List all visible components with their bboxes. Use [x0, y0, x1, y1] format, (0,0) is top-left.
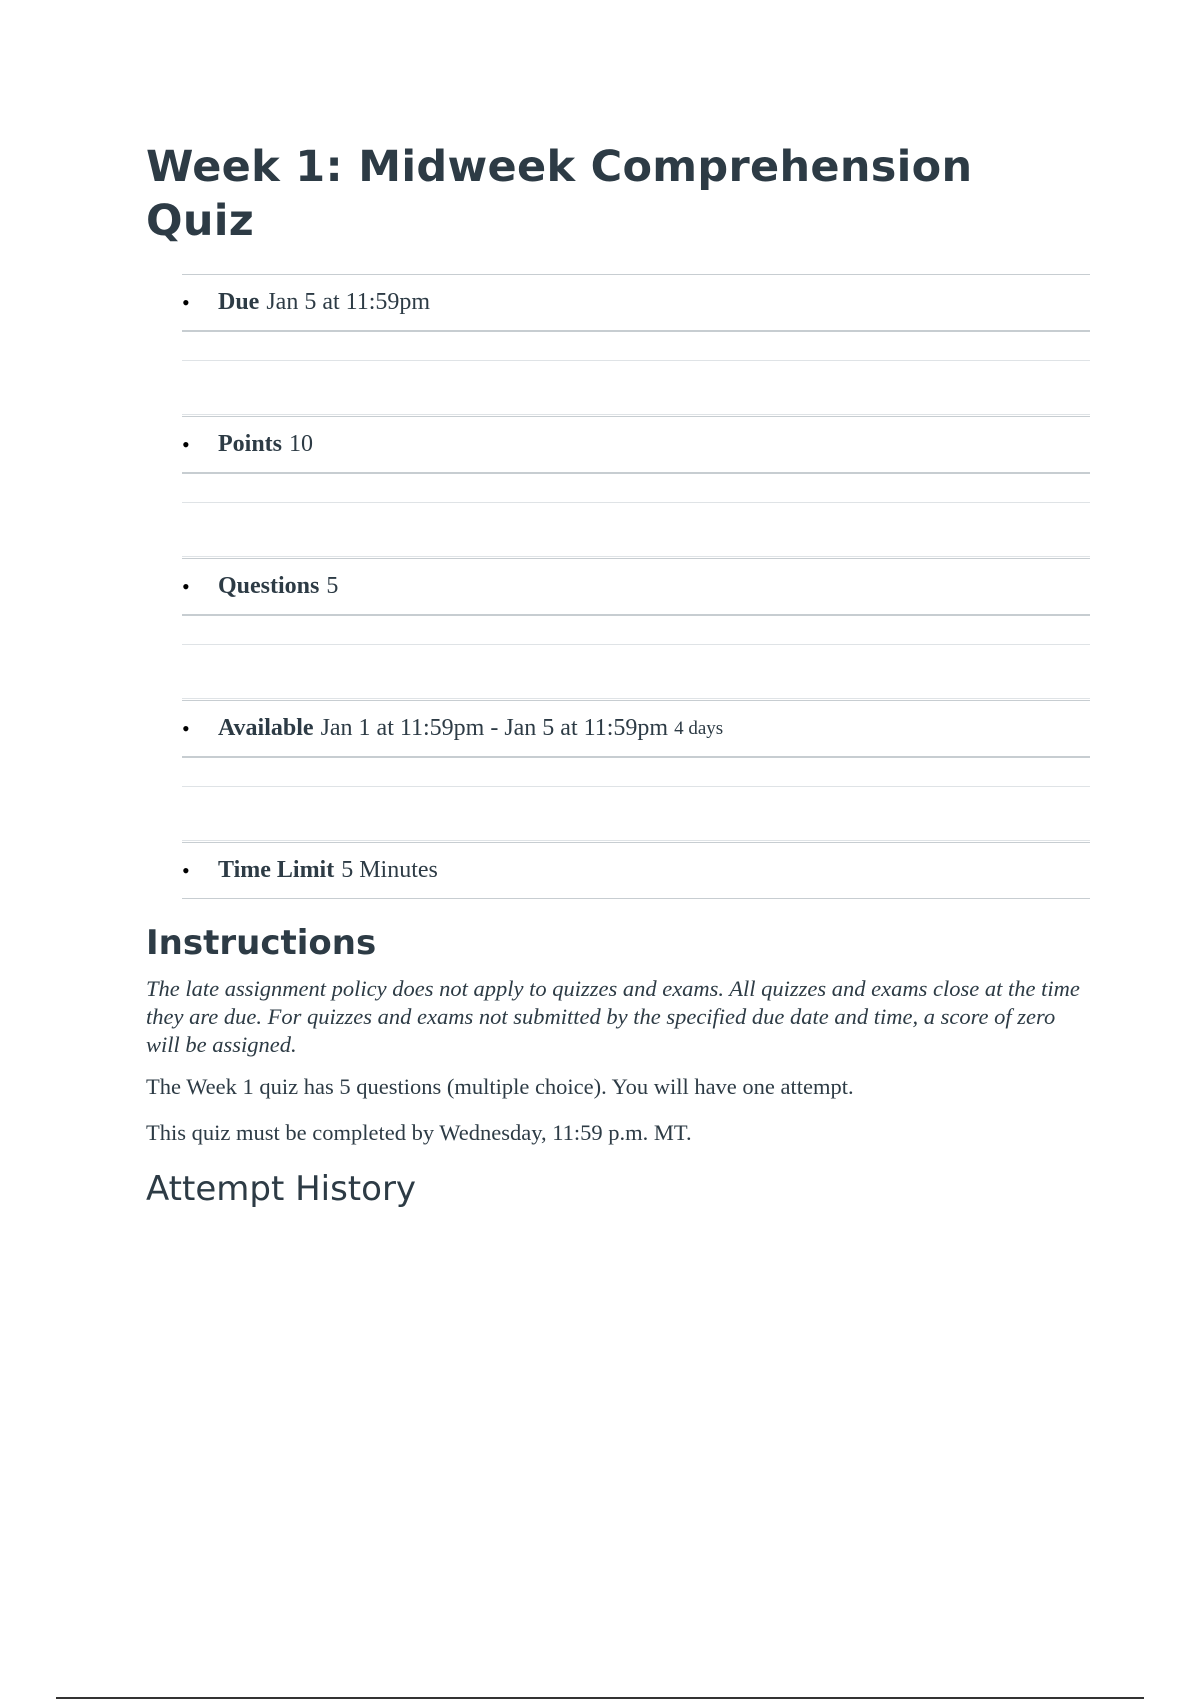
quiz-details-list — [146, 558, 1090, 615]
detail-time-limit — [182, 842, 1090, 899]
detail-label: Due — [218, 289, 260, 315]
late-policy-text: The late assignment policy does not apply to quizzes and exams. All quizzes and exams close at the time they are due. For quizzes and exams not submitted by the specified due date and time, a score of zero will be assigned. — [146, 976, 1080, 1057]
bullet-icon: • — [182, 715, 190, 741]
quiz-details-list — [146, 416, 1090, 473]
bullet-icon: • — [182, 857, 190, 883]
bullet-icon: • — [182, 289, 190, 315]
divider — [182, 473, 1090, 558]
attempt-history-heading: Attempt History — [146, 1169, 417, 1209]
detail-label: Questions — [218, 573, 320, 599]
bullet-icon: • — [182, 573, 190, 599]
detail-due — [182, 274, 1090, 331]
detail-value: 5 — [326, 573, 339, 599]
quiz-details-list — [146, 700, 1090, 757]
detail-label: Available — [218, 715, 314, 741]
divider — [182, 757, 1090, 842]
quiz-deadline-note: This quiz must be completed by Wednesday, 11:59 p.m. MT. — [146, 1120, 692, 1145]
footer-divider — [56, 1697, 1144, 1699]
quiz-page — [146, 140, 1090, 1209]
divider — [182, 331, 1090, 416]
detail-questions — [182, 558, 1090, 615]
detail-duration: 4 days — [674, 717, 724, 739]
bullet-icon: • — [182, 431, 190, 457]
detail-value: 5 Minutes — [341, 857, 438, 883]
page-title: Week 1: Midweek Comprehension Quiz — [146, 142, 973, 246]
instructions-heading: Instructions — [146, 923, 377, 963]
divider — [182, 615, 1090, 700]
detail-points — [182, 416, 1090, 473]
detail-label: Points — [218, 431, 283, 457]
detail-value: Jan 1 at 11:59pm - Jan 5 at 11:59pm — [320, 715, 669, 741]
detail-value: Jan 5 at 11:59pm — [266, 289, 431, 315]
quiz-details-list — [146, 842, 1090, 899]
detail-value: 10 — [289, 431, 314, 457]
quiz-description: The Week 1 quiz has 5 questions (multiple choice). You will have one attempt. — [146, 1074, 854, 1099]
detail-available — [182, 700, 1090, 757]
detail-label: Time Limit — [218, 857, 335, 883]
quiz-details-list — [146, 274, 1090, 331]
